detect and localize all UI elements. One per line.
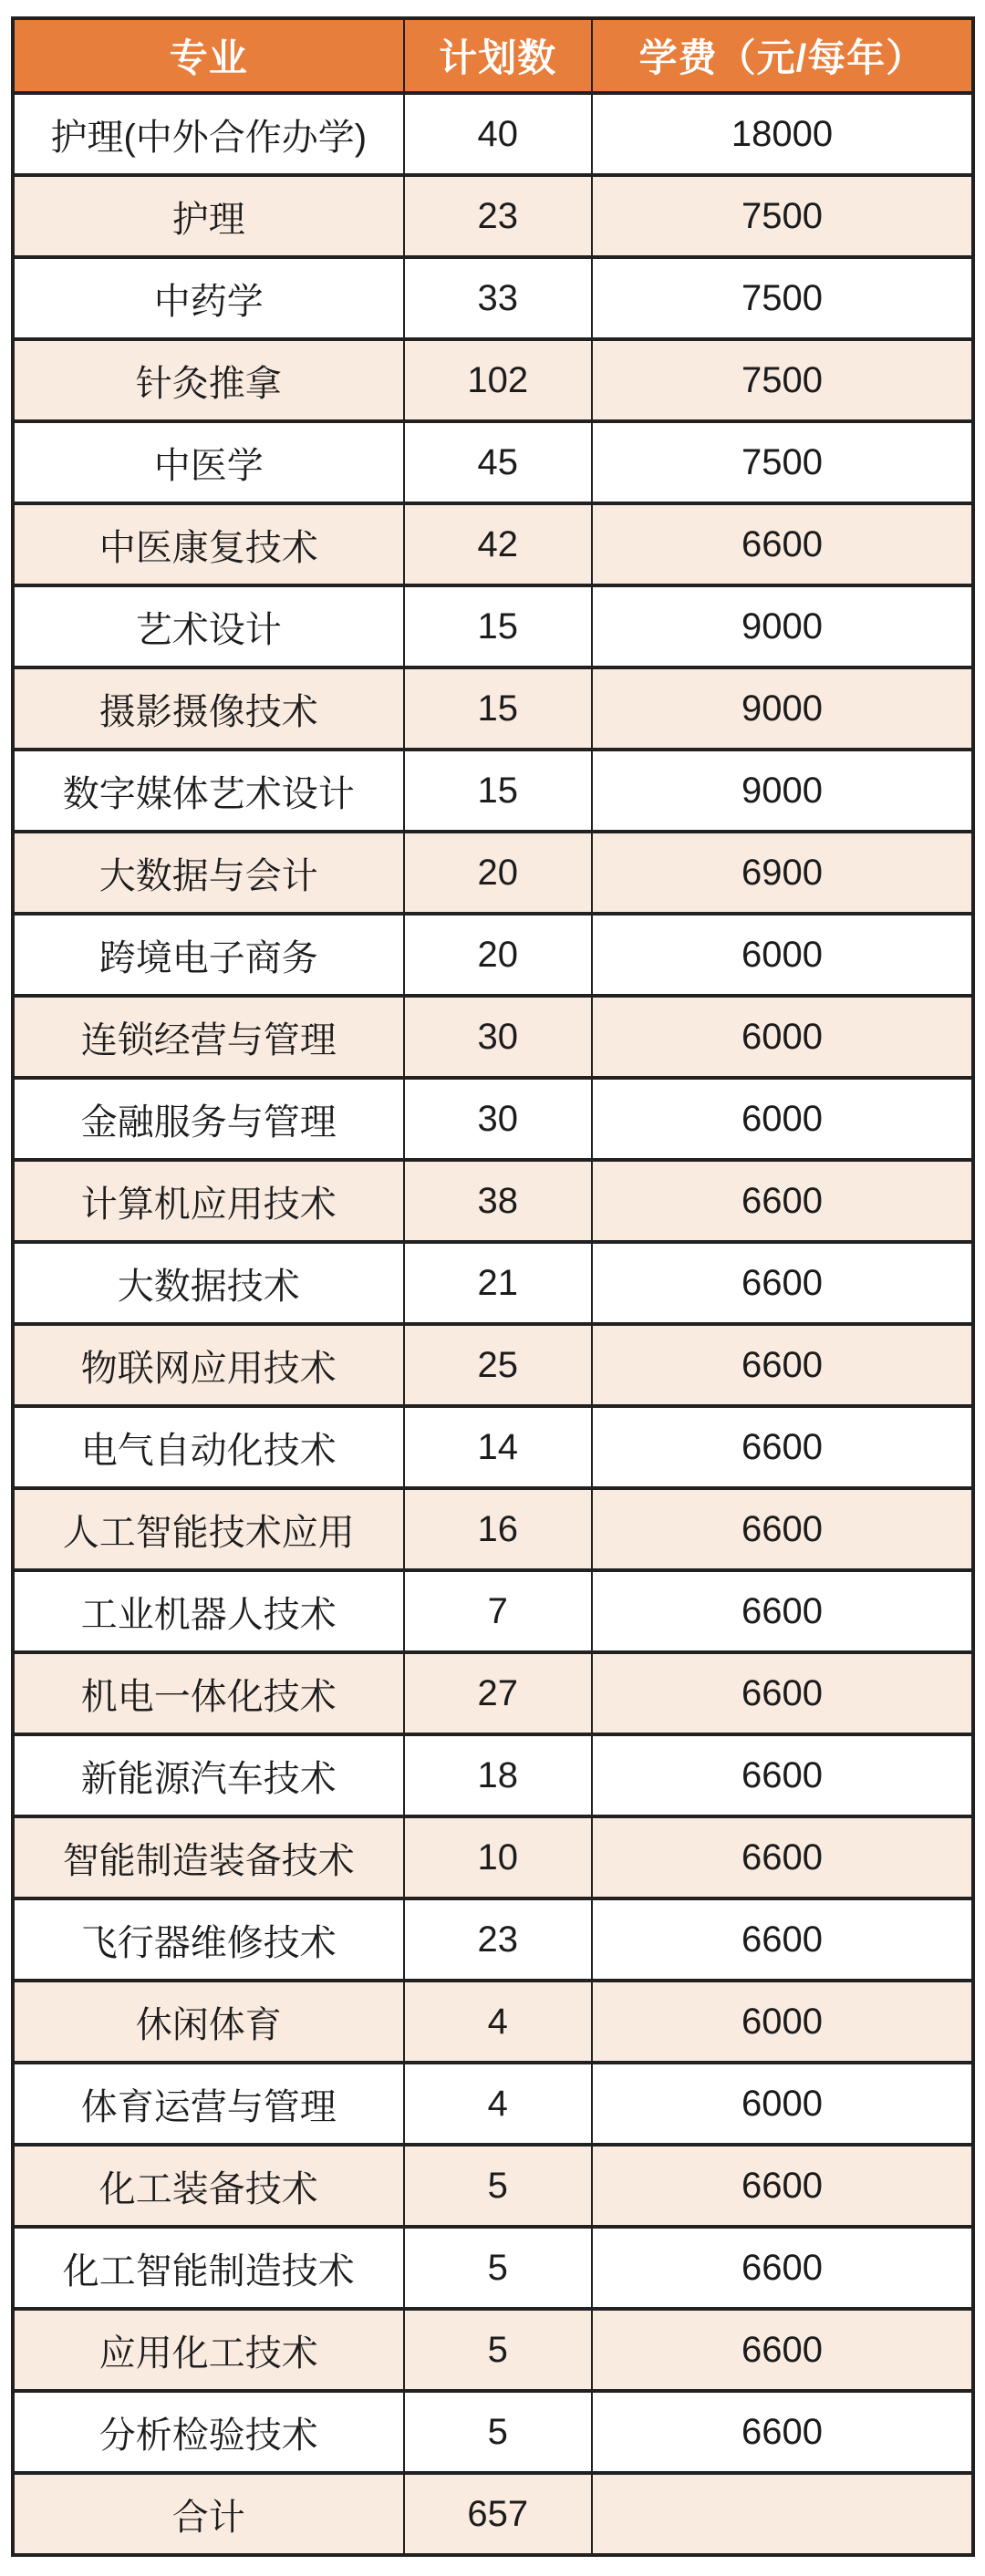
table-row	[13, 339, 973, 421]
plan-count-cell: 102	[404, 339, 592, 421]
major-cell: 计算机应用技术	[13, 1160, 404, 1242]
major-cell: 大数据技术	[13, 1242, 404, 1324]
tuition-cell: 9000	[592, 750, 973, 832]
major-cell: 中药学	[13, 257, 404, 339]
plan-count-cell: 4	[404, 2063, 592, 2145]
table-row	[13, 1488, 973, 1570]
table-row	[13, 1078, 973, 1160]
plan-count-cell: 30	[404, 1078, 592, 1160]
tuition-cell: 6900	[592, 832, 973, 914]
tuition-cell: 7500	[592, 339, 973, 421]
plan-count-cell: 5	[404, 2227, 592, 2309]
tuition-cell: 6000	[592, 1078, 973, 1160]
table-row	[13, 421, 973, 503]
table-row	[13, 1734, 973, 1816]
tuition-cell: 6600	[592, 1898, 973, 1981]
plan-count-cell: 4	[404, 1981, 592, 2063]
major-cell: 连锁经营与管理	[13, 996, 404, 1078]
tuition-cell: 6600	[592, 1406, 973, 1488]
table-row	[13, 1160, 973, 1242]
tuition-cell: 6600	[592, 1488, 973, 1570]
major-cell: 飞行器维修技术	[13, 1898, 404, 1981]
col-header-plan-count: 计划数	[404, 18, 592, 93]
total-row	[13, 2473, 973, 2555]
table-row	[13, 914, 973, 996]
header-row	[13, 18, 973, 93]
plan-count-cell: 23	[404, 175, 592, 257]
major-cell: 中医学	[13, 421, 404, 503]
tuition-cell: 7500	[592, 175, 973, 257]
plan-count-cell: 21	[404, 1242, 592, 1324]
major-cell: 物联网应用技术	[13, 1324, 404, 1406]
admission-plan-table	[11, 16, 975, 2557]
table-row	[13, 2063, 973, 2145]
table-row	[13, 1898, 973, 1981]
tuition-cell: 6600	[592, 1816, 973, 1898]
tuition-cell: 6600	[592, 1242, 973, 1324]
plan-count-cell: 5	[404, 2391, 592, 2473]
table-row	[13, 750, 973, 832]
table-row	[13, 1570, 973, 1652]
table-header	[13, 18, 973, 93]
table-row	[13, 585, 973, 667]
tuition-cell: 6600	[592, 1324, 973, 1406]
tuition-cell: 6600	[592, 2227, 973, 2309]
major-cell: 人工智能技术应用	[13, 1488, 404, 1570]
major-cell: 跨境电子商务	[13, 914, 404, 996]
tuition-cell: 6000	[592, 1981, 973, 2063]
tuition-cell: 6600	[592, 2391, 973, 2473]
table-row	[13, 2309, 973, 2391]
table-row	[13, 1981, 973, 2063]
table-body	[13, 93, 973, 2555]
tuition-cell: 6000	[592, 996, 973, 1078]
tuition-cell: 6600	[592, 1570, 973, 1652]
table-row	[13, 1816, 973, 1898]
table-row	[13, 667, 973, 750]
major-cell: 针灸推拿	[13, 339, 404, 421]
major-cell: 工业机器人技术	[13, 1570, 404, 1652]
tuition-cell: 6600	[592, 1734, 973, 1816]
major-cell: 化工装备技术	[13, 2145, 404, 2227]
plan-count-cell: 38	[404, 1160, 592, 1242]
plan-count-cell: 5	[404, 2145, 592, 2227]
major-cell: 分析检验技术	[13, 2391, 404, 2473]
plan-count-cell: 657	[404, 2473, 592, 2555]
major-cell: 艺术设计	[13, 585, 404, 667]
major-cell: 大数据与会计	[13, 832, 404, 914]
tuition-cell	[592, 2473, 973, 2555]
table-row	[13, 2145, 973, 2227]
plan-count-cell: 30	[404, 996, 592, 1078]
major-cell: 智能制造装备技术	[13, 1816, 404, 1898]
tuition-cell: 9000	[592, 667, 973, 750]
table-row	[13, 2227, 973, 2309]
plan-count-cell: 10	[404, 1816, 592, 1898]
table-row	[13, 1406, 973, 1488]
plan-count-cell: 42	[404, 503, 592, 585]
major-cell: 数字媒体艺术设计	[13, 750, 404, 832]
tuition-cell: 6600	[592, 503, 973, 585]
plan-count-cell: 33	[404, 257, 592, 339]
tuition-cell: 7500	[592, 257, 973, 339]
tuition-cell: 18000	[592, 93, 973, 175]
table-row	[13, 1242, 973, 1324]
plan-count-cell: 15	[404, 750, 592, 832]
plan-count-cell: 7	[404, 1570, 592, 1652]
tuition-cell: 7500	[592, 421, 973, 503]
plan-count-cell: 20	[404, 832, 592, 914]
plan-count-cell: 27	[404, 1652, 592, 1734]
major-cell: 新能源汽车技术	[13, 1734, 404, 1816]
table-row	[13, 1652, 973, 1734]
major-cell: 电气自动化技术	[13, 1406, 404, 1488]
table-row	[13, 832, 973, 914]
tuition-cell: 9000	[592, 585, 973, 667]
table-row	[13, 257, 973, 339]
table-row	[13, 996, 973, 1078]
tuition-cell: 6600	[592, 2145, 973, 2227]
table-row	[13, 503, 973, 585]
col-header-major: 专业	[13, 18, 404, 93]
col-header-tuition: 学费（元/每年）	[592, 18, 973, 93]
plan-count-cell: 16	[404, 1488, 592, 1570]
major-cell: 机电一体化技术	[13, 1652, 404, 1734]
major-cell: 中医康复技术	[13, 503, 404, 585]
major-cell: 护理	[13, 175, 404, 257]
table-row	[13, 93, 973, 175]
table-row	[13, 2391, 973, 2473]
table-row	[13, 175, 973, 257]
table-row	[13, 1324, 973, 1406]
tuition-cell: 6000	[592, 2063, 973, 2145]
plan-count-cell: 18	[404, 1734, 592, 1816]
plan-count-cell: 25	[404, 1324, 592, 1406]
tuition-cell: 6600	[592, 1652, 973, 1734]
major-cell: 金融服务与管理	[13, 1078, 404, 1160]
plan-count-cell: 45	[404, 421, 592, 503]
plan-count-cell: 14	[404, 1406, 592, 1488]
major-cell: 化工智能制造技术	[13, 2227, 404, 2309]
plan-count-cell: 15	[404, 667, 592, 750]
tuition-cell: 6000	[592, 914, 973, 996]
plan-count-cell: 15	[404, 585, 592, 667]
plan-count-cell: 5	[404, 2309, 592, 2391]
plan-count-cell: 23	[404, 1898, 592, 1981]
major-cell: 体育运营与管理	[13, 2063, 404, 2145]
major-cell: 合计	[13, 2473, 404, 2555]
tuition-cell: 6600	[592, 2309, 973, 2391]
major-cell: 摄影摄像技术	[13, 667, 404, 750]
major-cell: 护理(中外合作办学)	[13, 93, 404, 175]
major-cell: 应用化工技术	[13, 2309, 404, 2391]
plan-count-cell: 20	[404, 914, 592, 996]
plan-count-cell: 40	[404, 93, 592, 175]
tuition-cell: 6600	[592, 1160, 973, 1242]
major-cell: 休闲体育	[13, 1981, 404, 2063]
